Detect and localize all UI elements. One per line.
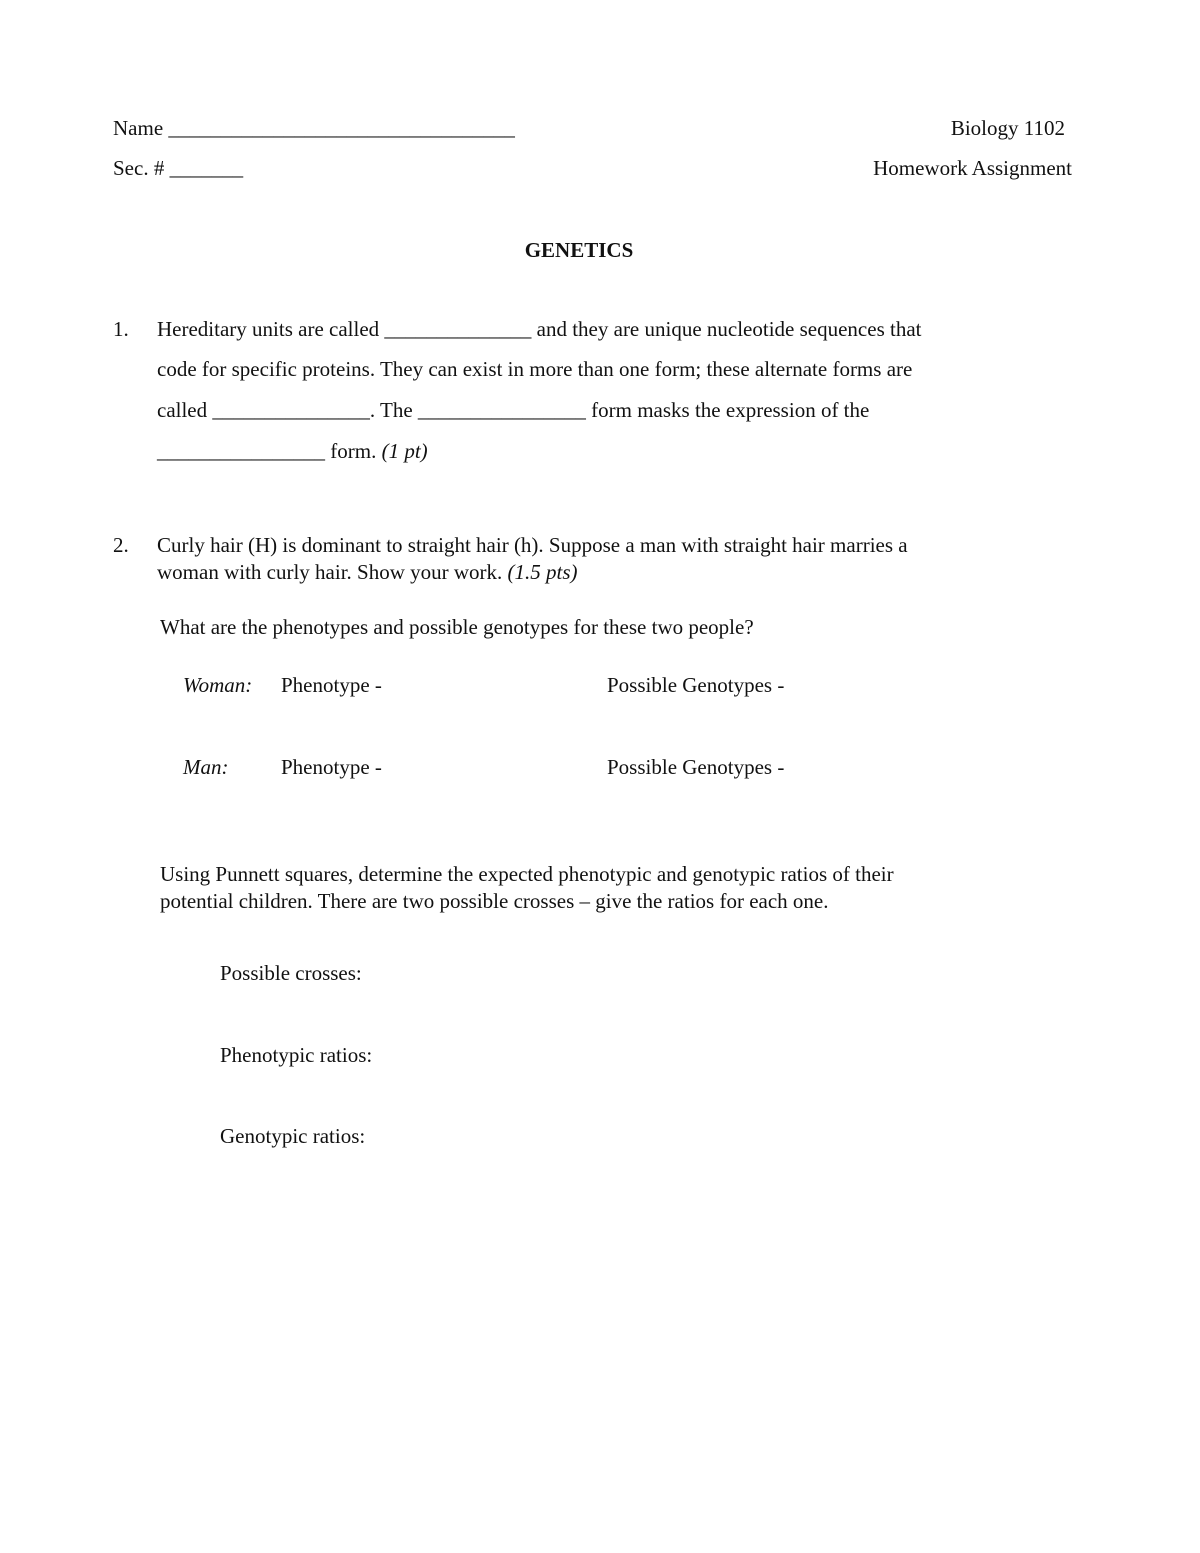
page-title: GENETICS [524,238,634,262]
question-1-line-3: called _______________. The ________________ form masks the expression of the [157,398,870,422]
question-2-number: 2. [113,533,129,557]
question-2-line-1: Curly hair (H) is dominant to straight hair (h). Suppose a man with straight hair marries a [157,533,908,557]
punnett-instructions-line-2: potential children. There are two possible crosses – give the ratios for each one. [160,889,829,913]
question-1-line-2: code for specific proteins. They can exist in more than one form; these alternate forms are [157,357,913,381]
question-2-line-2 [157,562,578,583]
course-title: Biology 1102 [950,116,1065,140]
woman-phenotype-label: Phenotype - [281,673,382,697]
question-1-number: 1. [113,317,129,341]
woman-label: Woman: [183,673,253,697]
section-field-line: Sec. # _______ [113,156,244,180]
question-1-line-4 [157,441,428,462]
question-1-line-4-text: ________________ form. [157,439,382,463]
punnett-instructions-line-1: Using Punnett squares, determine the expected phenotypic and genotypic ratios of their [160,862,894,886]
question-1-line-1: Hereditary units are called ______________ and they are unique nucleotide sequences that [157,317,922,341]
genotypic-ratios-label: Genotypic ratios: [220,1124,366,1148]
question-1-points: (1 pt) [381,439,428,463]
assignment-label: Homework Assignment [873,156,1072,180]
possible-crosses-label: Possible crosses: [220,961,362,985]
question-2-prompt: What are the phenotypes and possible genotypes for these two people? [160,615,754,639]
phenotypic-ratios-label: Phenotypic ratios: [220,1043,373,1067]
question-2-line-2-text: woman with curly hair. Show your work. [157,560,508,584]
woman-genotypes-label: Possible Genotypes - [607,673,785,697]
question-2-points: (1.5 pts) [507,560,578,584]
man-genotypes-label: Possible Genotypes - [607,755,785,779]
man-phenotype-label: Phenotype - [281,755,382,779]
name-field-line: Name _________________________________ [113,116,515,140]
man-label: Man: [183,755,229,779]
